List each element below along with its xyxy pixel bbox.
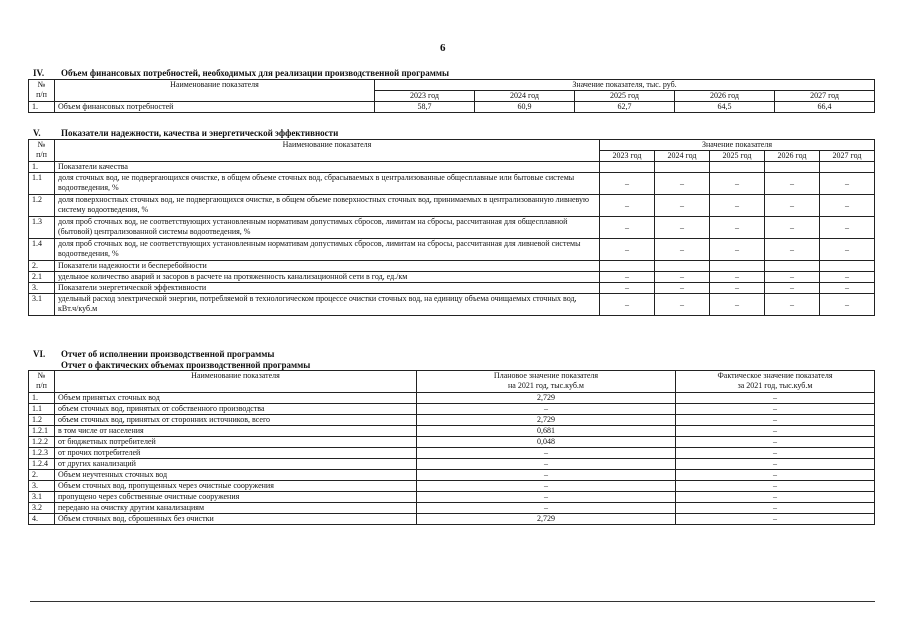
row-name: пропущено через собственные очистные сооружения [55, 492, 417, 503]
col-header-name: Наименование показателя [55, 371, 417, 393]
year-header: 2026 год [765, 151, 820, 162]
row-fact-value: – [676, 448, 875, 459]
row-value: – [710, 173, 765, 195]
table-row [29, 503, 875, 514]
row-value: – [600, 283, 655, 294]
row-plan-value: 0,048 [417, 437, 676, 448]
table-row [29, 217, 875, 239]
production-report-body [29, 393, 875, 525]
section-4-number: IV. [33, 68, 45, 78]
section-5-title: Показатели надежности, качества и энергетической эффективности [61, 128, 339, 138]
row-value [765, 162, 820, 173]
col-header-name: Наименование показателя [55, 80, 375, 102]
row-value [600, 162, 655, 173]
row-name: объем сточных вод, принятых от собственного производства [55, 404, 417, 415]
row-name: доля проб сточных вод, не соответствующих установленным нормативам допустимых сбросов, лимитам на сбросы, рассчитанная для общесплавной (бытовой) централизованной системы водоотведения, % [55, 217, 600, 239]
section-4-title: Объем финансовых потребностей, необходимых для реализации производственной программы [61, 68, 450, 78]
row-value: – [655, 217, 710, 239]
row-name: передано на очистку другим канализациям [55, 503, 417, 514]
row-name: доля поверхностных сточных вод, не подвергающихся очистке, в общем объеме поверхностных сточных вод, принимаемых в централизованную ливневую систему водоотведения, % [55, 195, 600, 217]
section-5-number: V. [33, 128, 41, 138]
year-header: 2025 год [575, 91, 675, 102]
row-value: – [820, 217, 875, 239]
row-plan-value: – [417, 503, 676, 514]
row-fact-value: – [676, 415, 875, 426]
financial-needs-table [28, 79, 875, 113]
year-header: 2027 год [775, 91, 875, 102]
reliability-indicators-body [29, 162, 875, 316]
table-row [29, 448, 875, 459]
row-number: 1.2.3 [29, 448, 55, 459]
row-number: 3. [29, 481, 55, 492]
row-value [820, 162, 875, 173]
row-value: 66,4 [775, 102, 875, 113]
row-value: – [600, 239, 655, 261]
year-header: 2024 год [475, 91, 575, 102]
col-header-number: № п/п [29, 371, 55, 393]
row-name: Объем сточных вод, сброшенных без очистки [55, 514, 417, 525]
year-header: 2025 год [710, 151, 765, 162]
row-number: 1.1 [29, 173, 55, 195]
year-header: 2026 год [675, 91, 775, 102]
row-value: – [600, 294, 655, 316]
col-header-value-group: Значение показателя, тыс. руб. [375, 80, 875, 91]
row-plan-value: – [417, 448, 676, 459]
row-value: 62,7 [575, 102, 675, 113]
row-plan-value: – [417, 459, 676, 470]
col-header-number: № п/п [29, 80, 55, 102]
row-value: – [710, 217, 765, 239]
section-6-title: Отчет об исполнении производственной программы [61, 349, 275, 359]
row-value: – [600, 272, 655, 283]
table-row [29, 162, 875, 173]
row-fact-value: – [676, 514, 875, 525]
col-header-name: Наименование показателя [55, 140, 600, 162]
production-report-table [28, 370, 875, 525]
section-4-heading [33, 68, 449, 78]
row-name: Объем неучтенных сточных вод [55, 470, 417, 481]
row-fact-value: – [676, 470, 875, 481]
row-value: – [820, 239, 875, 261]
row-value [710, 261, 765, 272]
row-name: Объем сточных вод, пропущенных через очистные сооружения [55, 481, 417, 492]
row-number: 3.1 [29, 294, 55, 316]
col-header-plan: Плановое значение показателя на 2021 год, тыс.куб.м [417, 371, 676, 393]
row-value: – [655, 239, 710, 261]
row-value: – [765, 173, 820, 195]
table-row [29, 459, 875, 470]
section-5-heading [33, 128, 338, 138]
row-number: 1.1 [29, 404, 55, 415]
year-header: 2023 год [375, 91, 475, 102]
row-value: – [765, 294, 820, 316]
row-plan-value: – [417, 404, 676, 415]
row-number: 4. [29, 514, 55, 525]
row-number: 1.4 [29, 239, 55, 261]
row-value: – [765, 217, 820, 239]
row-name: от других канализаций [55, 459, 417, 470]
row-fact-value: – [676, 492, 875, 503]
year-header: 2023 год [600, 151, 655, 162]
row-plan-value: 0,681 [417, 426, 676, 437]
row-value: – [710, 272, 765, 283]
row-fact-value: – [676, 426, 875, 437]
row-plan-value: – [417, 481, 676, 492]
row-value: – [655, 272, 710, 283]
row-number: 2.1 [29, 272, 55, 283]
row-value: – [600, 173, 655, 195]
row-value [710, 162, 765, 173]
row-value: – [820, 294, 875, 316]
table-row [29, 404, 875, 415]
row-number: 1.2.1 [29, 426, 55, 437]
row-plan-value: – [417, 492, 676, 503]
table-row [29, 481, 875, 492]
row-name: в том числе от населения [55, 426, 417, 437]
row-value: – [765, 239, 820, 261]
row-number: 2. [29, 261, 55, 272]
row-fact-value: – [676, 481, 875, 492]
row-plan-value: 2,729 [417, 514, 676, 525]
row-value: – [655, 195, 710, 217]
row-name: Показатели качества [55, 162, 600, 173]
table-row [29, 102, 875, 113]
table-row [29, 195, 875, 217]
table-row [29, 173, 875, 195]
row-fact-value: – [676, 404, 875, 415]
table-row [29, 393, 875, 404]
year-header: 2024 год [655, 151, 710, 162]
row-number: 1.2.4 [29, 459, 55, 470]
row-value: – [600, 217, 655, 239]
section-6-number: VI. [33, 349, 46, 359]
row-value: – [710, 283, 765, 294]
page-number: 6 [440, 42, 446, 54]
row-name: Показатели надежности и бесперебойности [55, 261, 600, 272]
row-name: от бюджетных потребителей [55, 437, 417, 448]
row-name: от прочих потребителей [55, 448, 417, 459]
row-name: доля сточных вод, не подвергающихся очистке, в общем объеме сточных вод, сбрасываемых в централизованные общесплавные или бытовые системы водоотведения, % [55, 173, 600, 195]
row-plan-value: – [417, 470, 676, 481]
row-value: 60,9 [475, 102, 575, 113]
table-row [29, 492, 875, 503]
row-value: – [820, 173, 875, 195]
row-name: доля проб сточных вод, не соответствующих установленным нормативам допустимых сбросов, лимитам на сбросы, рассчитанная для ливневой системы водоотведения, % [55, 239, 600, 261]
row-value: – [765, 272, 820, 283]
row-value: – [710, 195, 765, 217]
col-header-number: № п/п [29, 140, 55, 162]
table-row [29, 239, 875, 261]
table-row [29, 514, 875, 525]
row-value [820, 261, 875, 272]
row-number: 1.2 [29, 415, 55, 426]
row-number: 3.1 [29, 492, 55, 503]
section-6-subtitle: Отчет о фактических объемах производственной программы [61, 360, 311, 370]
row-number: 1. [29, 162, 55, 173]
table-row [29, 437, 875, 448]
row-name: удельный расход электрической энергии, потребляемой в технологическом процессе очистки сточных вод, на единицу объема очищаемых сточных вод, кВт.ч/куб.м [55, 294, 600, 316]
row-number: 1. [29, 102, 55, 113]
row-name: удельное количество аварий и засоров в расчете на протяженность канализационной сети в год, ед./км [55, 272, 600, 283]
table-row [29, 470, 875, 481]
table-row [29, 261, 875, 272]
row-name: Объем финансовых потребностей [55, 102, 375, 113]
row-value: – [820, 283, 875, 294]
row-fact-value: – [676, 503, 875, 514]
bottom-rule [30, 601, 875, 602]
row-plan-value: 2,729 [417, 415, 676, 426]
row-value: – [710, 294, 765, 316]
row-number: 3.2 [29, 503, 55, 514]
col-header-fact: Фактическое значение показателя за 2021 год, тыс.куб.м [676, 371, 875, 393]
table-row [29, 272, 875, 283]
table-row [29, 294, 875, 316]
row-number: 2. [29, 470, 55, 481]
col-header-value-group: Значение показателя [600, 140, 875, 151]
row-value: 64,5 [675, 102, 775, 113]
row-fact-value: – [676, 437, 875, 448]
row-name: Объем принятых сточных вод [55, 393, 417, 404]
year-header: 2027 год [820, 151, 875, 162]
row-value [600, 261, 655, 272]
row-number: 3. [29, 283, 55, 294]
row-number: 1.2 [29, 195, 55, 217]
table-row [29, 426, 875, 437]
row-plan-value: 2,729 [417, 393, 676, 404]
row-value [765, 261, 820, 272]
row-value: – [655, 294, 710, 316]
row-value: – [655, 283, 710, 294]
row-value: – [765, 195, 820, 217]
reliability-indicators-table [28, 139, 875, 316]
row-value [655, 261, 710, 272]
section-6-heading [33, 349, 274, 359]
row-number: 1.2.2 [29, 437, 55, 448]
row-value: 58,7 [375, 102, 475, 113]
row-value: – [820, 195, 875, 217]
row-value: – [820, 272, 875, 283]
row-value: – [600, 195, 655, 217]
row-value: – [655, 173, 710, 195]
table-row [29, 415, 875, 426]
table-row [29, 283, 875, 294]
row-value: – [765, 283, 820, 294]
row-number: 1. [29, 393, 55, 404]
row-fact-value: – [676, 459, 875, 470]
row-number: 1.3 [29, 217, 55, 239]
row-value [655, 162, 710, 173]
row-value: – [710, 239, 765, 261]
row-name: Показатели энергетической эффективности [55, 283, 600, 294]
row-name: объем сточных вод, принятых от сторонних источников, всего [55, 415, 417, 426]
row-fact-value: – [676, 393, 875, 404]
